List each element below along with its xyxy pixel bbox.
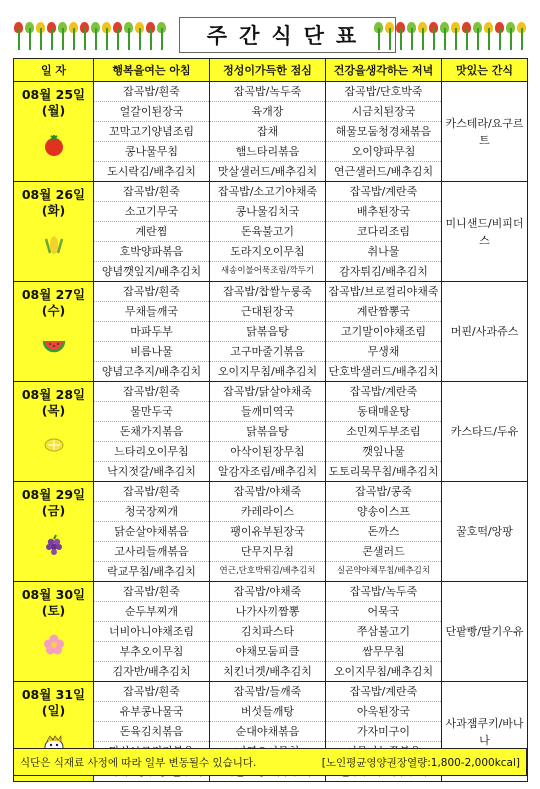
dinner-item: 해물모둠청경채볶음 — [326, 122, 441, 142]
lunch-item: 잡곡밥/닭살야채죽 — [210, 382, 325, 402]
lunch-item: 카레라이스 — [210, 502, 325, 522]
dinner-item: 양송이스프 — [326, 502, 441, 522]
weekday-label: (금) — [41, 503, 66, 518]
day-row — [14, 382, 528, 482]
dinner-item: 잡곡밥/브로컬리야채죽 — [326, 282, 441, 302]
dinner-item: 고기말이야채조림 — [326, 322, 441, 342]
header-dinner: 건강을생각하는 저녁 — [326, 59, 442, 82]
breakfast-item: 너비아니야채조림 — [94, 622, 209, 642]
sprout-decoration-left — [14, 20, 166, 50]
dinner-item: 돈까스 — [326, 522, 441, 542]
weekly-menu-table — [13, 58, 528, 782]
header-breakfast: 행복을여는 아침 — [94, 59, 210, 82]
dinner-cell — [326, 582, 442, 682]
lunch-item: 팽이유부된장국 — [210, 522, 325, 542]
lunch-item: 잡곡밥/녹두죽 — [210, 82, 325, 102]
tomato-icon — [42, 133, 66, 157]
lunch-item: 잡곡밥/야채죽 — [210, 482, 325, 502]
weekday-label: (화) — [41, 203, 66, 218]
date-cell — [14, 482, 94, 582]
breakfast-item: 도시락김/배추김치 — [107, 165, 196, 178]
lunch-item: 야채모둠피클 — [210, 642, 325, 662]
breakfast-item: 얼갈이된장국 — [94, 102, 209, 122]
day-row — [14, 82, 528, 182]
lunch-item: 순대야채볶음 — [210, 722, 325, 742]
lunch-item: 햄느타리볶음 — [210, 142, 325, 162]
dinner-item: 감자튀김/배추김치 — [339, 265, 428, 278]
lunch-item: 도라지오이무침 — [210, 242, 325, 262]
snack-cell: 머핀/사과쥬스 — [442, 282, 528, 382]
breakfast-item: 청국장찌개 — [94, 502, 209, 522]
dinner-cell — [326, 382, 442, 482]
lunch-item: 닭볶음탕 — [210, 422, 325, 442]
breakfast-cell — [94, 582, 210, 682]
dinner-item: 잡곡밥/계란죽 — [326, 382, 441, 402]
lunch-cell — [210, 82, 326, 182]
breakfast-item: 고사리들깨볶음 — [94, 542, 209, 562]
lunch-item: 잡곡밥/찹쌀누룽죽 — [210, 282, 325, 302]
breakfast-item: 김자반/배추김치 — [112, 665, 191, 678]
lunch-item: 닭볶음탕 — [210, 322, 325, 342]
day-row — [14, 282, 528, 382]
dinner-item: 어묵국 — [326, 602, 441, 622]
dinner-item: 쭈삼불고기 — [326, 622, 441, 642]
lunch-cell — [210, 182, 326, 282]
breakfast-item: 락교무침/배추김치 — [107, 565, 196, 578]
breakfast-cell — [94, 82, 210, 182]
lunch-item: 육개장 — [210, 102, 325, 122]
date-label: 08월 25일 — [21, 87, 86, 102]
lunch-item: 고구마줄기볶음 — [210, 342, 325, 362]
dinner-item: 오이지무침/배추김치 — [333, 665, 434, 678]
snack-cell: 카스테라/요구르트 — [442, 82, 528, 182]
breakfast-cell — [94, 182, 210, 282]
date-label: 08월 29일 — [21, 487, 86, 502]
date-cell — [14, 182, 94, 282]
breakfast-item: 무채들깨국 — [94, 302, 209, 322]
lunch-item: 잡곡밥/들깨죽 — [210, 682, 325, 702]
lunch-item: 맛살샐러드/배추김치 — [217, 165, 318, 178]
breakfast-item: 돈채가지볶음 — [94, 422, 209, 442]
dinner-item: 가자미구이 — [326, 722, 441, 742]
date-label: 08월 27일 — [21, 287, 86, 302]
dinner-item: 계란짬뽕국 — [326, 302, 441, 322]
dinner-item: 깻잎나물 — [326, 442, 441, 462]
lunch-item: 새송이불어묵조림/깍두기 — [220, 266, 315, 276]
dinner-cell — [326, 82, 442, 182]
day-row — [14, 582, 528, 682]
sprout-decoration-right — [374, 20, 526, 50]
dinner-item: 동태매운탕 — [326, 402, 441, 422]
dinner-item: 잡곡밥/계란죽 — [326, 182, 441, 202]
header-row — [14, 59, 528, 82]
breakfast-item: 소고기무국 — [94, 202, 209, 222]
date-cell — [14, 82, 94, 182]
dinner-item: 취나물 — [326, 242, 441, 262]
dinner-item: 잡곡밥/단호박죽 — [326, 82, 441, 102]
breakfast-item: 양념깻잎지/배추김치 — [101, 265, 202, 278]
lunch-item: 잡채 — [210, 122, 325, 142]
breakfast-item: 물만두국 — [94, 402, 209, 422]
flower-icon — [42, 633, 66, 657]
breakfast-item: 닭순살야채볶음 — [94, 522, 209, 542]
page-title: 주간식단표 — [179, 17, 396, 53]
header-snack: 맛있는 간식 — [442, 59, 528, 82]
breakfast-item: 호박양파볶음 — [94, 242, 209, 262]
lunch-cell — [210, 482, 326, 582]
day-row — [14, 482, 528, 582]
breakfast-item: 잡곡밥/흰죽 — [94, 582, 209, 602]
breakfast-item: 계란찜 — [94, 222, 209, 242]
breakfast-cell — [94, 482, 210, 582]
dinner-item: 잡곡밥/녹두죽 — [326, 582, 441, 602]
dinner-item: 소민찌두부조림 — [326, 422, 441, 442]
date-label: 08월 31일 — [21, 687, 86, 702]
breakfast-item: 잡곡밥/흰죽 — [94, 82, 209, 102]
lunch-item: 연근,단호박튀김/배추김치 — [219, 566, 316, 576]
snack-cell: 단팥빵/딸기우유 — [442, 582, 528, 682]
dinner-item: 시금치된장국 — [326, 102, 441, 122]
dinner-item: 무생채 — [326, 342, 441, 362]
date-cell — [14, 382, 94, 482]
weekday-label: (수) — [41, 303, 66, 318]
snack-cell: 사과잼쿠키/바나나 — [442, 682, 528, 782]
dinner-item: 쌈무무침 — [326, 642, 441, 662]
dinner-item: 도토리묵무침/배추김치 — [328, 465, 439, 478]
dinner-item: 배추된장국 — [326, 202, 441, 222]
lemon-icon — [42, 433, 66, 457]
snack-cell: 미니샌드/비피더스 — [442, 182, 528, 282]
breakfast-item: 부추오이무침 — [94, 642, 209, 662]
breakfast-item: 낙지젓갈/배추김치 — [107, 465, 196, 478]
breakfast-item: 콩나물무침 — [94, 142, 209, 162]
date-cell — [14, 582, 94, 682]
breakfast-item: 잡곡밥/흰죽 — [94, 682, 209, 702]
header-date: 일 자 — [14, 59, 94, 82]
dinner-item: 연근샐러드/배추김치 — [333, 165, 434, 178]
lunch-item: 근대된장국 — [210, 302, 325, 322]
breakfast-item: 순두부찌개 — [94, 602, 209, 622]
corn-icon — [42, 233, 66, 257]
weekday-label: (토) — [41, 603, 66, 618]
lunch-item: 콩나물김치국 — [210, 202, 325, 222]
lunch-item: 알감자조림/배추김치 — [217, 465, 318, 478]
breakfast-cell — [94, 382, 210, 482]
breakfast-item: 유부콩나물국 — [94, 702, 209, 722]
dinner-item: 잡곡밥/계란죽 — [326, 682, 441, 702]
watermelon-icon — [42, 333, 66, 357]
date-label: 08월 30일 — [21, 587, 86, 602]
dinner-item: 아욱된장국 — [326, 702, 441, 722]
grape-icon — [42, 533, 66, 557]
lunch-cell — [210, 382, 326, 482]
lunch-item: 김치파스타 — [210, 622, 325, 642]
dinner-item: 잡곡밥/콩죽 — [326, 482, 441, 502]
lunch-item: 단무지무침 — [210, 542, 325, 562]
dinner-item: 단호박샐러드/배추김치 — [328, 365, 439, 378]
breakfast-item: 잡곡밥/흰죽 — [94, 282, 209, 302]
lunch-item: 버섯들깨탕 — [210, 702, 325, 722]
breakfast-item: 돈육김치볶음 — [94, 722, 209, 742]
breakfast-item: 느타리오이무침 — [94, 442, 209, 462]
weekday-label: (월) — [41, 103, 66, 118]
dinner-item: 콘샐러드 — [326, 542, 441, 562]
header-lunch: 정성이가득한 점심 — [210, 59, 326, 82]
dinner-cell — [326, 282, 442, 382]
dinner-item: 오이양파무침 — [326, 142, 441, 162]
breakfast-item: 비름나물 — [94, 342, 209, 362]
weekday-label: (일) — [41, 703, 66, 718]
weekday-label: (목) — [41, 403, 66, 418]
lunch-item: 잡곡밥/야채죽 — [210, 582, 325, 602]
breakfast-item: 마파두부 — [94, 322, 209, 342]
dinner-cell — [326, 482, 442, 582]
breakfast-item: 꼬막고기양념조림 — [94, 122, 209, 142]
lunch-cell — [210, 282, 326, 382]
day-row — [14, 182, 528, 282]
date-label: 08월 26일 — [21, 187, 86, 202]
lunch-item: 치킨너겟/배추김치 — [223, 665, 312, 678]
snack-cell: 꿀호떡/앙팡 — [442, 482, 528, 582]
lunch-item: 나가사끼짬뽕 — [210, 602, 325, 622]
footer-energy: [노인평균영양권장열량:1,800-2,000kcal] — [321, 756, 520, 769]
breakfast-item: 잡곡밥/흰죽 — [94, 482, 209, 502]
date-label: 08월 28일 — [21, 387, 86, 402]
lunch-item: 아삭이된장무침 — [210, 442, 325, 462]
breakfast-cell — [94, 282, 210, 382]
dinner-item: 실곤약야채무침/배추김치 — [336, 566, 431, 576]
snack-cell: 카스타드/두유 — [442, 382, 528, 482]
dinner-item: 코다리조림 — [326, 222, 441, 242]
footer-note: 식단은 식재료 사정에 따라 일부 변동될수 있습니다. — [20, 756, 257, 769]
dinner-cell — [326, 182, 442, 282]
lunch-item: 돈육불고기 — [210, 222, 325, 242]
breakfast-item: 양념고추지/배추김치 — [101, 365, 202, 378]
lunch-cell — [210, 582, 326, 682]
lunch-item: 잡곡밥/소고기야채죽 — [210, 182, 325, 202]
footer-bar — [13, 748, 527, 776]
title-banner — [14, 14, 526, 54]
date-cell — [14, 282, 94, 382]
breakfast-item: 잡곡밥/흰죽 — [94, 382, 209, 402]
lunch-item: 오이지무침/배추김치 — [217, 365, 318, 378]
lunch-item: 들깨미역국 — [210, 402, 325, 422]
breakfast-item: 잡곡밥/흰죽 — [94, 182, 209, 202]
